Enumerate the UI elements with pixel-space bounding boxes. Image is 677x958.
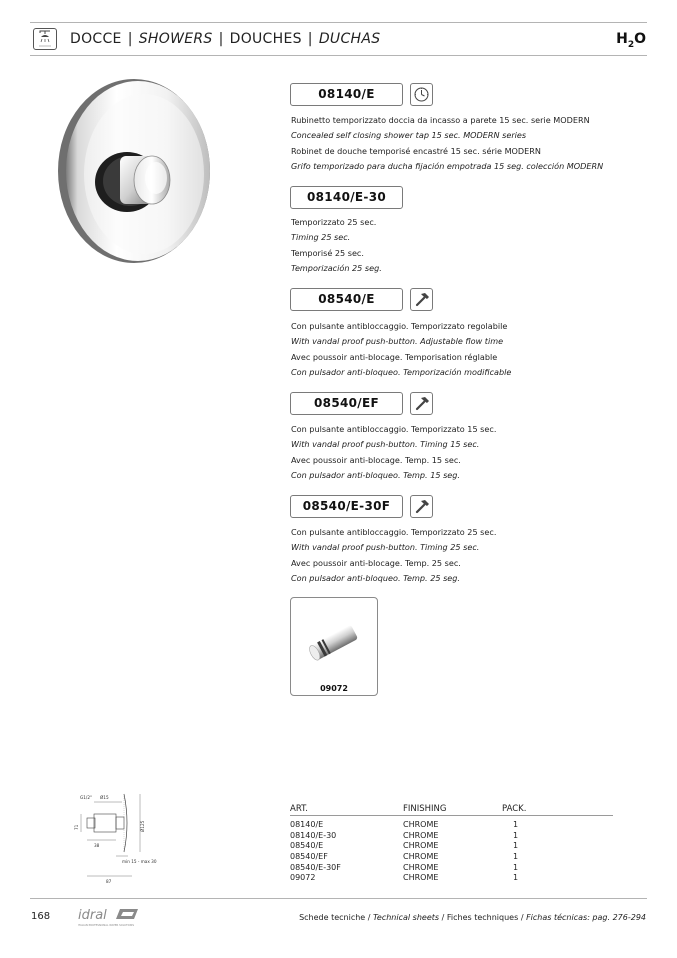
desc-line-fr: Temporisé 25 sec.	[291, 247, 364, 258]
table-row	[290, 863, 620, 874]
cell-pack: 1	[513, 862, 519, 872]
timer-icon	[410, 83, 433, 106]
technical-dimension-drawing	[72, 790, 162, 890]
desc-line-fr: Avec poussoir anti-blocage. Temp. 25 sec.	[291, 557, 461, 568]
title-separator: |	[218, 31, 224, 47]
cell-finishing: CHROME	[403, 820, 439, 829]
cell-finishing: CHROME	[403, 841, 439, 851]
article-code-08140-e: 08140/E	[290, 83, 403, 106]
cell-art: 09072	[290, 873, 316, 883]
cell-finishing: CHROME	[403, 830, 439, 840]
desc-line-es: Temporización 25 seg.	[291, 262, 382, 273]
header-bottom-rule	[30, 55, 647, 56]
h2o-o: O	[634, 31, 646, 47]
desc-line-it: Con pulsante antibloccaggio. Temporizzato 25 sec.	[291, 527, 497, 537]
cell-pack: 1	[513, 852, 519, 862]
article-description	[291, 319, 511, 380]
category-fr: DOUCHES	[229, 31, 302, 47]
article-description	[291, 215, 382, 276]
article-code-08540-e-30f: 08540/E-30F	[290, 495, 403, 518]
accessory-code: 09072	[320, 684, 348, 693]
idral-logo	[76, 906, 144, 928]
shower-icon	[33, 28, 57, 50]
table-header-rule	[290, 815, 613, 816]
cell-art: 08540/E-30F	[290, 862, 341, 872]
ref-es: Fichas técnicas: pag. 276-294	[526, 913, 646, 922]
article-description	[291, 422, 496, 483]
dim-total: 87	[106, 879, 112, 884]
dim-thread: G1/2"	[80, 795, 92, 800]
cell-pack: 1	[513, 830, 519, 840]
ref-separator: /	[520, 913, 524, 922]
title-separator: |	[307, 31, 313, 47]
ref-it: Schede tecniche	[299, 913, 366, 922]
desc-line-en: With vandal proof push-button. Timing 15 sec.	[291, 439, 480, 450]
cell-pack: 1	[513, 841, 519, 851]
ref-fr: Fiches techniques	[446, 913, 519, 922]
desc-line-fr: Avec poussoir anti-blocage. Temporisation réglable	[291, 351, 498, 362]
page-category-title	[70, 31, 380, 47]
table-row	[290, 831, 620, 842]
cell-art: 08140/E-30	[290, 830, 337, 840]
desc-line-es: Con pulsador anti-bloqueo. Temp. 15 seg.	[291, 469, 460, 480]
article-description	[291, 113, 603, 174]
category-es: DUCHAS	[318, 31, 381, 47]
desc-line-it: Rubinetto temporizzato doccia da incasso a parete 15 sec. serie MODERN	[291, 115, 590, 125]
cell-pack: 1	[513, 873, 519, 883]
brand-name: idral	[78, 908, 107, 923]
dim-range: min 15 - max 30	[122, 859, 157, 864]
desc-line-en: Concealed self closing shower tap 15 sec. MODERN series	[291, 130, 527, 141]
article-code-08540-ef: 08540/EF	[290, 392, 403, 415]
dim-height: 71	[74, 824, 79, 830]
desc-line-en: With vandal proof push-button. Timing 25 sec.	[291, 542, 480, 553]
h2o-h: H	[616, 31, 628, 47]
ref-separator: /	[367, 913, 371, 922]
desc-line-it: Con pulsante antibloccaggio. Temporizzato regolabile	[291, 321, 508, 331]
articles-table	[290, 820, 620, 884]
h2o-badge	[616, 31, 646, 50]
cell-art: 08540/EF	[290, 852, 328, 862]
ref-en: Technical sheets	[373, 913, 440, 922]
hammer-icon	[410, 288, 433, 311]
header-top-rule	[30, 22, 647, 23]
table-row	[290, 873, 620, 884]
dim-diam-small: Ø15	[100, 795, 109, 800]
accessory-card-09072	[290, 597, 378, 696]
hammer-icon	[410, 392, 433, 415]
desc-line-en: With vandal proof push-button. Adjustable flow time	[291, 336, 504, 347]
page-number: 168	[31, 911, 51, 922]
desc-line-es: Con pulsador anti-bloqueo. Temp. 25 seg.	[291, 572, 460, 583]
title-separator: |	[127, 31, 133, 47]
ref-separator: /	[441, 913, 445, 922]
desc-line-es: Con pulsador anti-bloqueo. Temporización modificable	[291, 366, 512, 377]
hammer-icon	[410, 495, 433, 518]
desc-line-fr: Robinet de douche temporisé encastré 15 sec. série MODERN	[291, 145, 541, 156]
table-header-finishing: FINISHING	[403, 804, 447, 814]
desc-line-it: Con pulsante antibloccaggio. Temporizzato 15 sec.	[291, 424, 497, 434]
table-row	[290, 852, 620, 863]
article-code-08540-e: 08540/E	[290, 288, 403, 311]
dim-depth: 38	[94, 843, 100, 848]
brand-tagline: ITALIAN PROFESSIONAL WATER SOLUTIONS	[78, 924, 135, 927]
table-header-pack: PACK.	[502, 804, 527, 814]
product-photo-shower-tap	[52, 78, 212, 264]
article-code-08140-e-30: 08140/E-30	[290, 186, 403, 209]
category-en: SHOWERS	[138, 31, 213, 47]
cell-pack: 1	[513, 820, 519, 829]
cell-finishing: CHROME	[403, 852, 439, 862]
category-it: DOCCE	[70, 31, 122, 47]
cell-art: 08540/E	[290, 841, 324, 851]
desc-line-en: Timing 25 sec.	[291, 232, 351, 243]
cell-finishing: CHROME	[403, 862, 439, 872]
desc-line-it: Temporizzato 25 sec.	[291, 217, 377, 227]
desc-line-es: Grifo temporizado para ducha fijación empotrada 15 seg. colección MODERN	[291, 160, 604, 171]
article-description	[291, 525, 496, 586]
dim-diam-plate: Ø125	[140, 820, 145, 832]
technical-sheets-reference	[299, 913, 646, 922]
cell-art: 08140/E	[290, 820, 324, 829]
cell-finishing: CHROME	[403, 873, 439, 883]
table-row	[290, 820, 620, 831]
table-row	[290, 841, 620, 852]
h2o-2: 2	[627, 39, 635, 50]
table-header-art: ART.	[290, 804, 308, 814]
desc-line-fr: Avec poussoir anti-blocage. Temp. 15 sec.	[291, 454, 461, 465]
push-button-cartridge-icon	[301, 612, 369, 672]
footer-rule	[30, 898, 647, 899]
